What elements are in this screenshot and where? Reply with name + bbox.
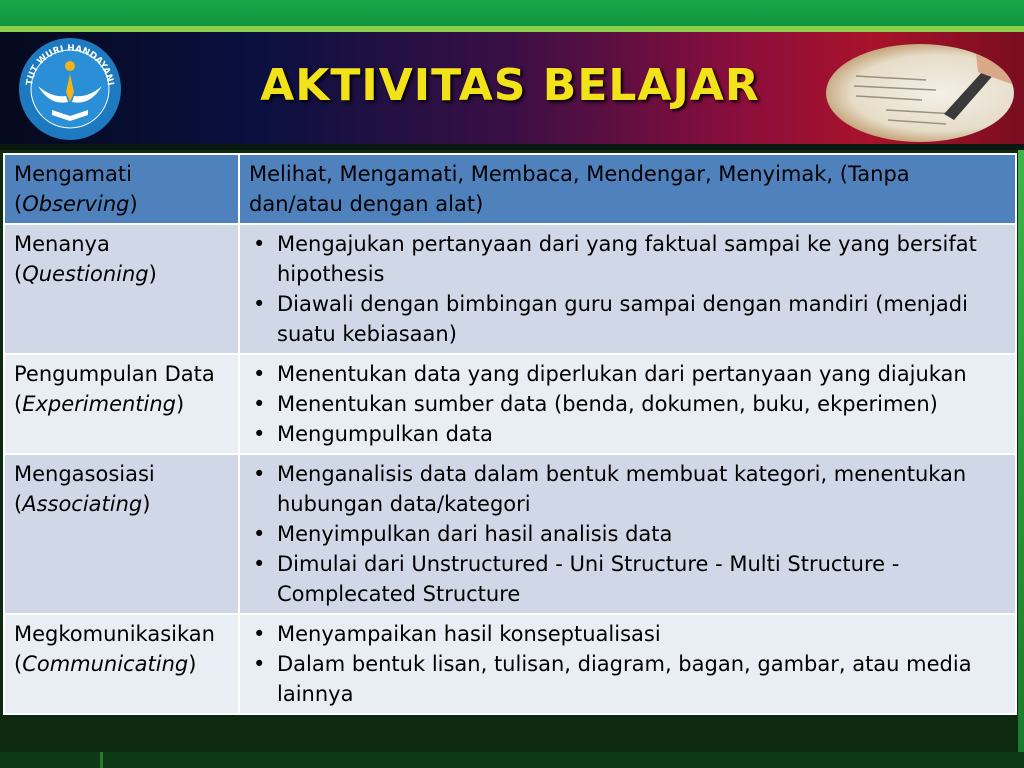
activity-english: Communicating — [22, 652, 189, 676]
activity-english: Experimenting — [22, 392, 177, 416]
list-item: • Menentukan data yang diperlukan dari pertanyaan yang diajukan — [249, 359, 1007, 389]
activity-name: Mengasosiasi — [14, 462, 155, 486]
description-text: Melihat, Mengamati, Membaca, Mendengar, Menyimak, (Tanpa dan/atau dengan alat) — [249, 162, 910, 216]
slide-title: AKTIVITAS BELAJAR — [260, 60, 760, 111]
right-edge-accent — [1018, 150, 1024, 752]
table-row — [4, 224, 1016, 354]
footer-divider — [100, 752, 103, 768]
description-cell — [239, 354, 1016, 454]
list-item: • Dimulai dari Unstructured - Uni Structure - Multi Structure - Complecated Structure — [249, 549, 1007, 609]
list-item: • Menganalisis data dalam bentuk membuat kategori, menentukan hubungan data/kategori — [249, 459, 1007, 519]
activity-name: Pengumpulan Data — [14, 362, 215, 386]
signing-document-photo — [826, 44, 1014, 142]
activity-cell: Pengumpulan Data (Experimenting) — [4, 354, 239, 454]
list-item: • Mengumpulkan data — [249, 419, 1007, 449]
list-item: • Menyimpulkan dari hasil analisis data — [249, 519, 1007, 549]
activity-english: Questioning — [22, 262, 149, 286]
header-divider — [0, 144, 1024, 150]
description-cell — [239, 454, 1016, 614]
activity-cell: Megkomunikasikan (Communicating) — [4, 614, 239, 714]
table-row — [4, 454, 1016, 614]
list-item: • Diawali dengan bimbingan guru sampai dengan mandiri (menjadi suatu kebiasaan) — [249, 289, 1007, 349]
logo-text: TUT WURI HANDAYANI — [25, 43, 115, 87]
list-item: • Mengajukan pertanyaan dari yang faktual sampai ke yang bersifat hipothesis — [249, 229, 1007, 289]
activity-english: Observing — [22, 192, 130, 216]
table-row — [4, 354, 1016, 454]
table-header-row — [4, 154, 1016, 224]
document-illustration — [826, 44, 1014, 142]
activity-cell: Mengamati (Observing) — [4, 154, 239, 224]
activity-cell: Mengasosiasi (Associating) — [4, 454, 239, 614]
list-item: • Dalam bentuk lisan, tulisan, diagram, bagan, gambar, atau media lainnya — [249, 649, 1007, 709]
activity-name: Megkomunikasikan — [14, 622, 215, 646]
description-cell — [239, 224, 1016, 354]
list-item: • Menyampaikan hasil konseptualisasi — [249, 619, 1007, 649]
activity-name: Mengamati — [14, 162, 132, 186]
learning-activities-table — [3, 153, 1017, 751]
activity-name: Menanya — [14, 232, 110, 256]
tut-wuri-handayani-logo — [16, 36, 124, 142]
activity-cell: Menanya (Questioning) — [4, 224, 239, 354]
description-cell — [239, 154, 1016, 224]
activity-english: Associating — [22, 492, 143, 516]
table-row — [4, 614, 1016, 714]
description-cell — [239, 614, 1016, 714]
list-item: • Menentukan sumber data (benda, dokumen, buku, ekperimen) — [249, 389, 1007, 419]
footer-bar — [0, 752, 1024, 768]
